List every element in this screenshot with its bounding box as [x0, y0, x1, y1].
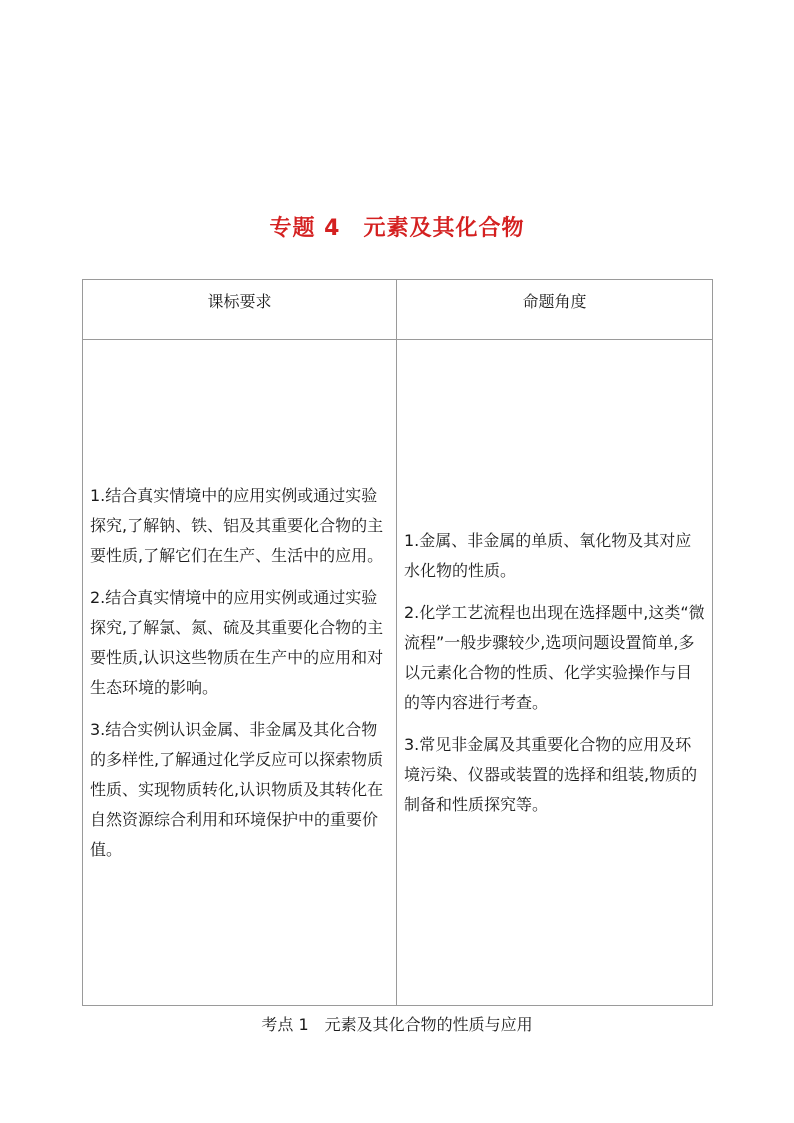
- section-subtitle: 考点 1 元素及其化合物的性质与应用: [261, 1015, 533, 1034]
- requirements-table: [82, 279, 713, 1006]
- angles-cell: [397, 340, 713, 1006]
- header-curriculum-requirements: 课标要求: [83, 280, 397, 340]
- requirement-item-2: 2.结合真实情境中的应用实例或通过实验探究,了解氯、氮、硫及其重要化合物的主要性质,认识这些物质在生产中的应用和对生态环境的影响。: [90, 587, 384, 697]
- table-header-row: [83, 280, 713, 340]
- table-body-row: [83, 340, 713, 1006]
- requirement-item-3: 3.结合实例认识金属、非金属及其化合物的多样性,了解通过化学反应可以探索物质性质、实现物质转化,认识物质及其转化在自然资源综合利用和环境保护中的重要价值。: [90, 719, 384, 859]
- requirement-item-1: 1.结合真实情境中的应用实例或通过实验探究,了解钠、铁、铝及其重要化合物的主要性质,了解它们在生产、生活中的应用。: [90, 485, 384, 565]
- angle-item-1: 1.金属、非金属的单质、氧化物及其对应水化物的性质。: [404, 530, 692, 580]
- requirements-cell: [83, 340, 397, 1006]
- angle-item-3: 3.常见非金属及其重要化合物的应用及环境污染、仪器或装置的选择和组装,物质的制备和性质探究等。: [404, 734, 698, 814]
- header-exam-angles: 命题角度: [397, 280, 713, 340]
- topic-title: 专题 4 元素及其化合物: [269, 216, 525, 241]
- angle-item-2: 2.化学工艺流程也出现在选择题中,这类“微流程”一般步骤较少,选项问题设置简单,多以元素化合物的性质、化学实验操作与目的等内容进行考查。: [404, 602, 705, 712]
